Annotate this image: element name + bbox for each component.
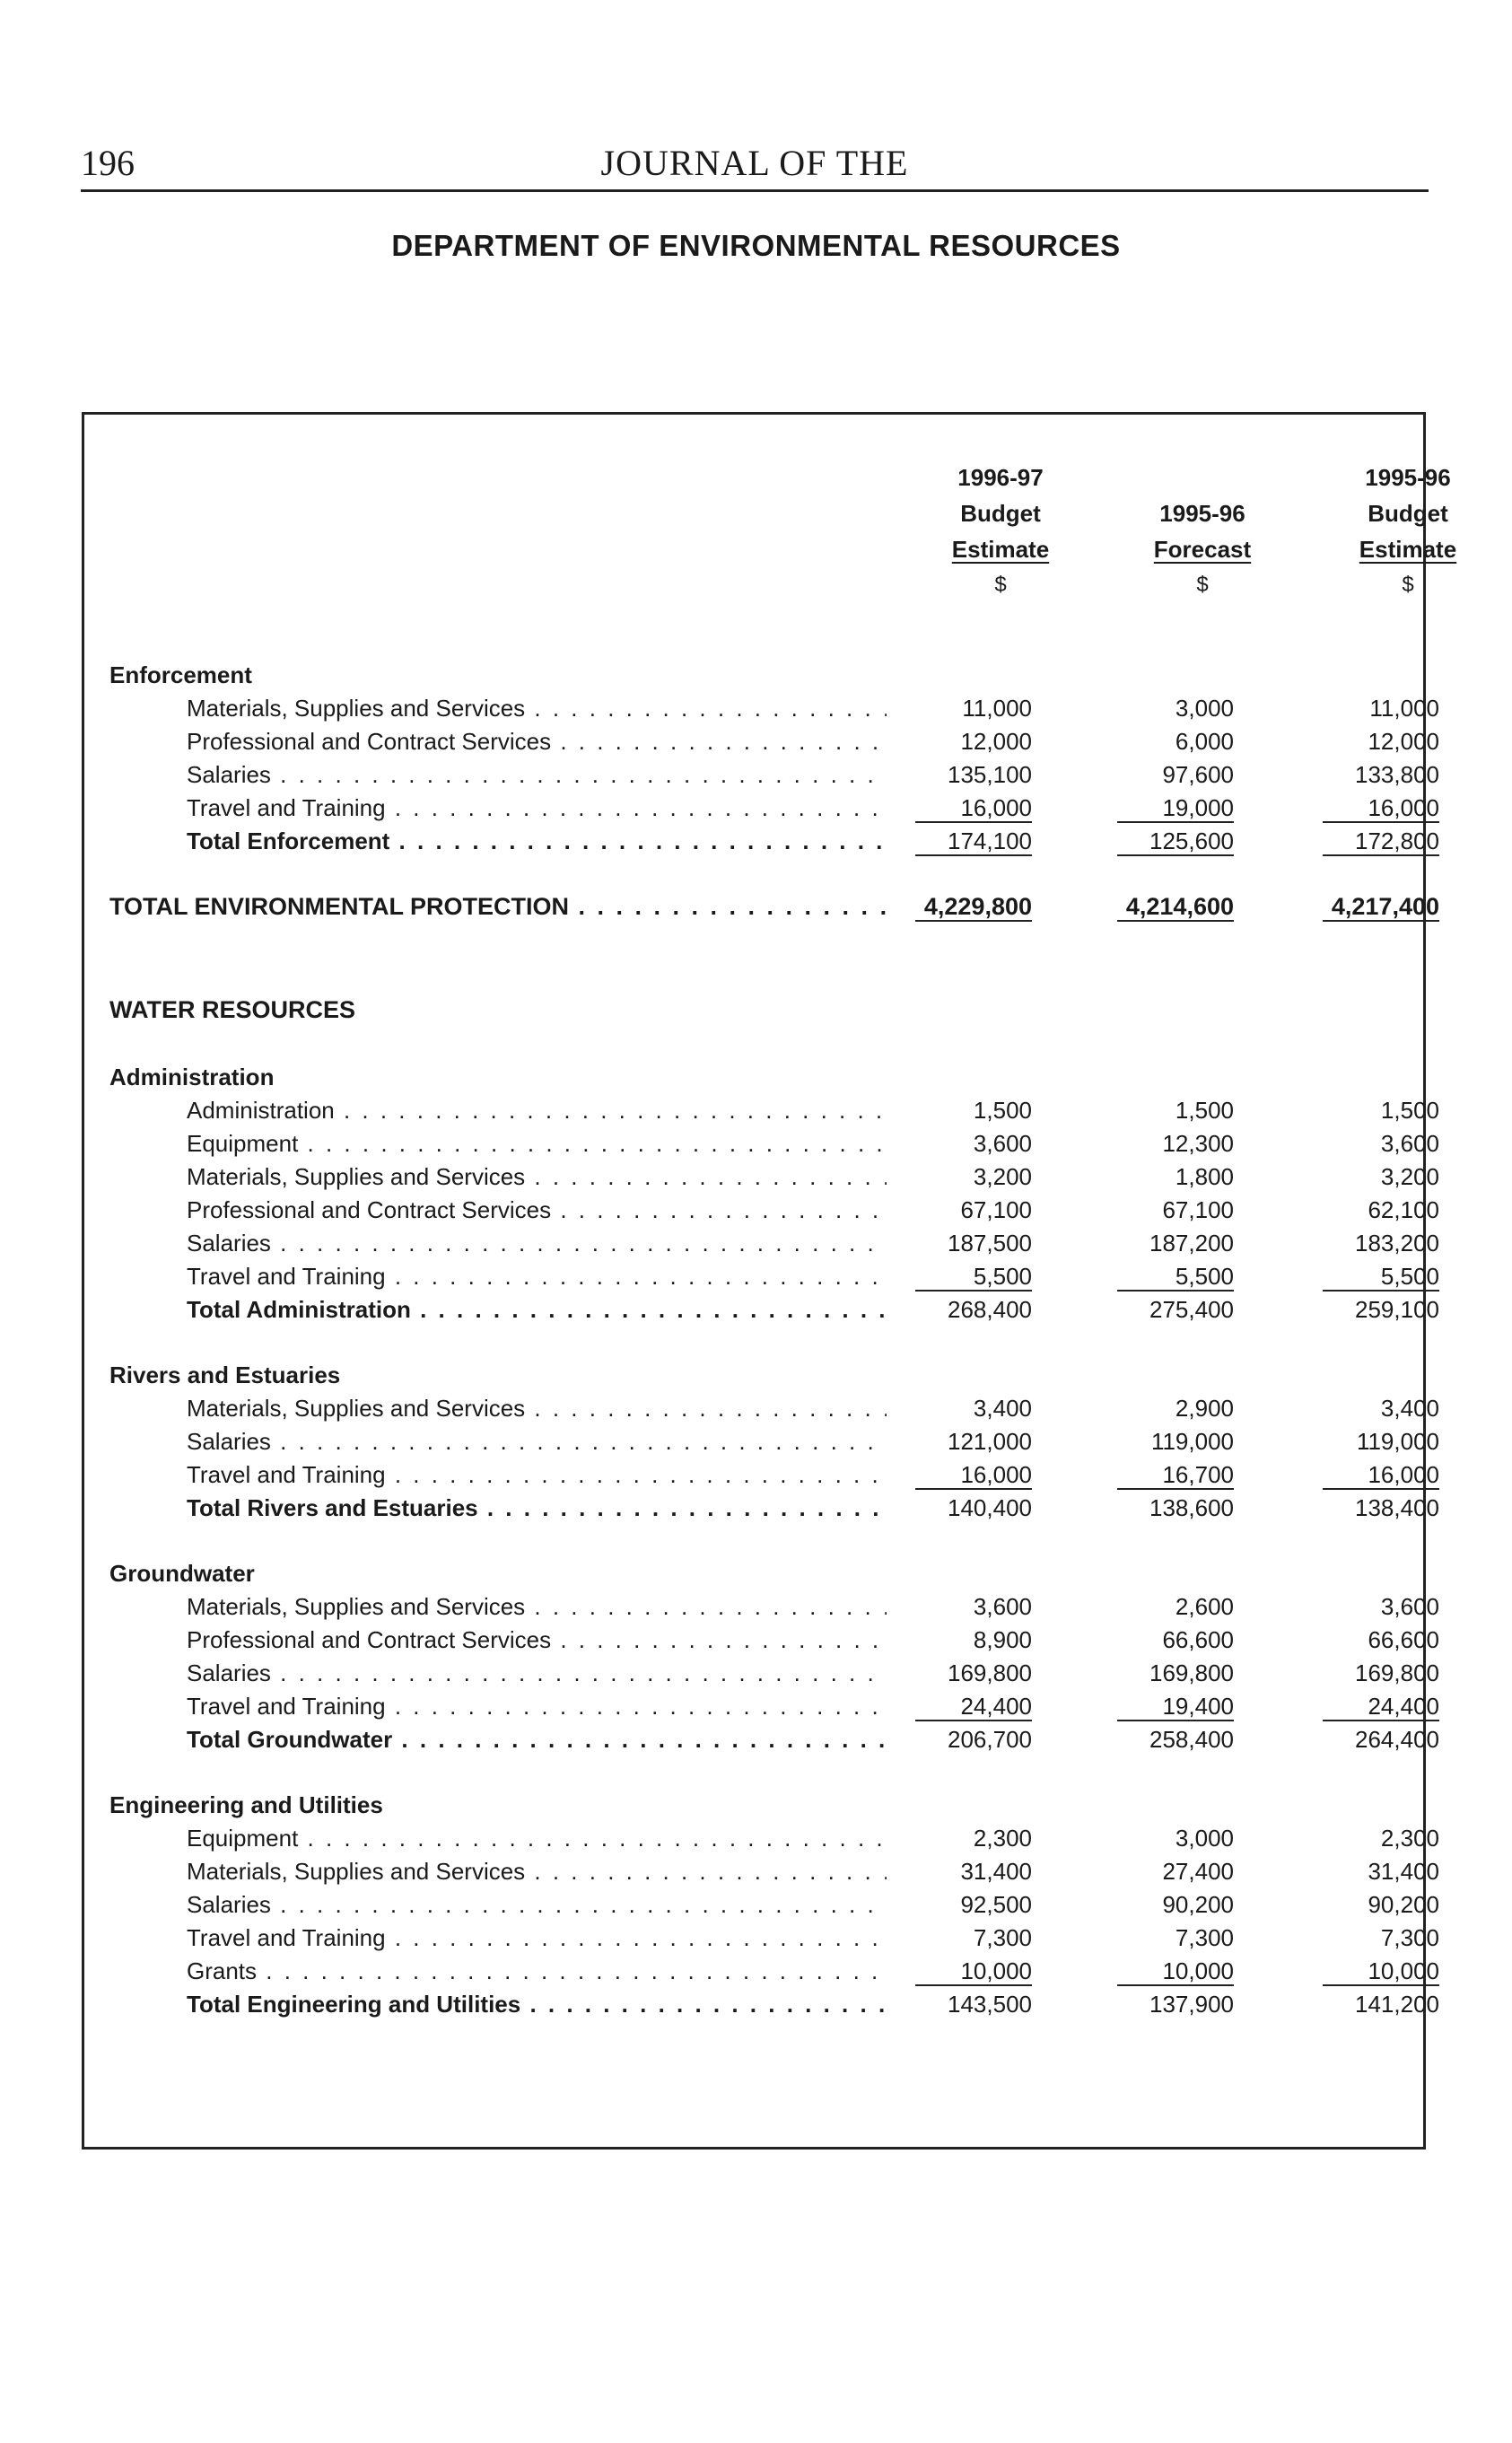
cell-value: 90,200 bbox=[1368, 1891, 1439, 1918]
total-row bbox=[84, 825, 1439, 858]
cell-value: 67,100 bbox=[1162, 1196, 1234, 1223]
cell-value: 7,300 bbox=[973, 1924, 1032, 1951]
table-row bbox=[84, 1624, 1439, 1657]
cell-value: 135,100 bbox=[948, 761, 1032, 788]
column-line1: Budget bbox=[1368, 500, 1448, 527]
cell-value: 3,200 bbox=[1380, 1163, 1439, 1190]
cell-value: 183,200 bbox=[1355, 1230, 1439, 1257]
cell-value: 1,500 bbox=[1380, 1097, 1439, 1124]
cell-value: 119,000 bbox=[1150, 1428, 1234, 1455]
table-row bbox=[84, 792, 1439, 825]
cell-value: 4,217,400 bbox=[1323, 890, 1439, 922]
cell-value: 11,000 bbox=[1369, 695, 1439, 722]
cell-value: 1,500 bbox=[973, 1097, 1032, 1124]
column-year: 1996-97 bbox=[957, 464, 1044, 491]
row-label: Materials, Supplies and Services . . . bbox=[187, 1855, 887, 1888]
column-line2: Estimate bbox=[1359, 536, 1457, 563]
budget-table bbox=[82, 412, 1457, 2150]
cell-value: 31,400 bbox=[960, 1858, 1032, 1885]
cell-value: 19,000 bbox=[1117, 792, 1234, 823]
row-label: Equipment . . . bbox=[187, 1822, 887, 1855]
cell-value: 2,900 bbox=[1175, 1395, 1234, 1422]
row-label: Salaries . . . bbox=[187, 1888, 887, 1922]
section-heading-water-resources: WATER RESOURCES bbox=[109, 996, 356, 1023]
cell-value: 3,600 bbox=[973, 1593, 1032, 1620]
cell-value: 169,800 bbox=[948, 1659, 1032, 1686]
row-label: Professional and Contract Services . . . bbox=[187, 1624, 887, 1657]
cell-value: 7,300 bbox=[1175, 1924, 1234, 1951]
cell-value: 143,500 bbox=[948, 1991, 1032, 2018]
cell-value: 259,100 bbox=[1355, 1296, 1439, 1323]
group-heading-enforcement: Enforcement bbox=[109, 661, 252, 688]
cell-value: 10,000 bbox=[915, 1955, 1032, 1986]
table-row bbox=[84, 1458, 1439, 1492]
cell-value: 140,400 bbox=[948, 1494, 1032, 1521]
row-label: Travel and Training . . . bbox=[187, 1690, 887, 1723]
cell-value: 121,000 bbox=[948, 1428, 1032, 1455]
row-label: Materials, Supplies and Services . . . bbox=[187, 692, 887, 725]
grand-total-row bbox=[84, 890, 1439, 924]
journal-title: JOURNAL OF THE bbox=[600, 143, 909, 183]
total-row bbox=[84, 1988, 1439, 2021]
row-label: Professional and Contract Services . . . bbox=[187, 1194, 887, 1227]
cell-value: 12,300 bbox=[1162, 1130, 1234, 1157]
cell-value: 16,000 bbox=[1323, 792, 1439, 823]
cell-value: 258,400 bbox=[1149, 1726, 1234, 1753]
row-label: Travel and Training . . . bbox=[187, 1922, 887, 1955]
group-heading-administration: Administration bbox=[109, 1064, 275, 1090]
row-label: Total Enforcement . . . bbox=[187, 825, 887, 858]
row-label: Materials, Supplies and Services . . . bbox=[187, 1590, 887, 1624]
cell-value: 4,214,600 bbox=[1117, 890, 1234, 922]
cell-value: 4,229,800 bbox=[915, 890, 1032, 922]
cell-value: 169,800 bbox=[1149, 1659, 1234, 1686]
cell-value: 97,600 bbox=[1162, 761, 1234, 788]
row-label: Salaries . . . bbox=[187, 1227, 887, 1260]
cell-value: 11,000 bbox=[962, 695, 1032, 722]
group-heading-groundwater: Groundwater bbox=[109, 1560, 255, 1587]
cell-value: 31,400 bbox=[1368, 1858, 1439, 1885]
column-currency: $ bbox=[994, 573, 1007, 597]
cell-value: 16,000 bbox=[1323, 1458, 1439, 1490]
column-year: 1995-96 bbox=[1365, 464, 1451, 491]
cell-value: 24,400 bbox=[915, 1690, 1032, 1721]
cell-value: 3,600 bbox=[973, 1130, 1032, 1157]
row-label: Travel and Training . . . bbox=[187, 792, 887, 825]
column-line1: Budget bbox=[960, 500, 1041, 527]
column-year bbox=[1117, 460, 1288, 495]
cell-value: 3,600 bbox=[1380, 1130, 1439, 1157]
cell-value: 27,400 bbox=[1162, 1858, 1234, 1885]
table-row bbox=[84, 1227, 1439, 1260]
table-row bbox=[84, 1260, 1439, 1293]
cell-value: 125,600 bbox=[1117, 825, 1234, 856]
table-row bbox=[84, 758, 1439, 792]
row-label: Salaries . . . bbox=[187, 758, 887, 792]
column-header-1995-96-forecast bbox=[1117, 460, 1288, 603]
row-label: Total Engineering and Utilities . . . bbox=[187, 1988, 887, 2021]
table-row bbox=[84, 1657, 1439, 1690]
row-label: TOTAL ENVIRONMENTAL PROTECTION . . . bbox=[109, 890, 887, 924]
cell-value: 5,500 bbox=[1117, 1260, 1234, 1292]
cell-value: 3,000 bbox=[1175, 695, 1234, 722]
cell-value: 3,400 bbox=[1380, 1395, 1439, 1422]
cell-value: 1,500 bbox=[1175, 1097, 1234, 1124]
cell-value: 16,000 bbox=[915, 792, 1032, 823]
table-row bbox=[84, 1822, 1439, 1855]
cell-value: 6,000 bbox=[1175, 728, 1234, 755]
column-currency: $ bbox=[1402, 573, 1414, 597]
cell-value: 264,400 bbox=[1355, 1726, 1439, 1753]
table-row bbox=[84, 1194, 1439, 1227]
cell-value: 141,200 bbox=[1355, 1991, 1439, 2018]
cell-value: 206,700 bbox=[948, 1726, 1032, 1753]
column-line2: Forecast bbox=[1153, 536, 1252, 563]
cell-value: 12,000 bbox=[960, 728, 1032, 755]
column-header-1996-97-budget-estimate bbox=[915, 460, 1086, 603]
table-row bbox=[84, 1888, 1439, 1922]
total-row bbox=[84, 1723, 1439, 1756]
cell-value: 16,700 bbox=[1117, 1458, 1234, 1490]
table-row bbox=[84, 1590, 1439, 1624]
table-row bbox=[84, 1690, 1439, 1723]
row-label: Travel and Training . . . bbox=[187, 1458, 887, 1492]
cell-value: 2,300 bbox=[1380, 1825, 1439, 1852]
column-line2: Estimate bbox=[951, 536, 1050, 563]
cell-value: 3,000 bbox=[1175, 1825, 1234, 1852]
cell-value: 5,500 bbox=[915, 1260, 1032, 1292]
cell-value: 90,200 bbox=[1162, 1891, 1234, 1918]
row-label: Total Administration . . . bbox=[187, 1293, 887, 1327]
cell-value: 138,400 bbox=[1355, 1494, 1439, 1521]
column-currency: $ bbox=[1196, 573, 1209, 597]
row-label: Travel and Training . . . bbox=[187, 1260, 887, 1293]
table-row bbox=[84, 1955, 1439, 1988]
row-label: Materials, Supplies and Services . . . bbox=[187, 1392, 887, 1425]
cell-value: 133,800 bbox=[1355, 761, 1439, 788]
row-label: Total Groundwater . . . bbox=[187, 1723, 887, 1756]
table-row bbox=[84, 1855, 1439, 1888]
table-row bbox=[84, 1094, 1439, 1127]
total-row bbox=[84, 1492, 1439, 1525]
cell-value: 8,900 bbox=[973, 1626, 1032, 1653]
cell-value: 19,400 bbox=[1117, 1690, 1234, 1721]
column-header-1995-96-budget-estimate bbox=[1323, 460, 1493, 603]
table-row bbox=[84, 1922, 1439, 1955]
cell-value: 62,100 bbox=[1368, 1196, 1439, 1223]
cell-value: 187,200 bbox=[1149, 1230, 1234, 1257]
page-header bbox=[81, 139, 1429, 192]
row-label: Salaries . . . bbox=[187, 1657, 887, 1690]
cell-value: 268,400 bbox=[948, 1296, 1032, 1323]
cell-value: 1,800 bbox=[1175, 1163, 1234, 1190]
table-row bbox=[84, 1425, 1439, 1458]
cell-value: 66,600 bbox=[1368, 1626, 1439, 1653]
table-row bbox=[84, 692, 1439, 725]
cell-value: 24,400 bbox=[1323, 1690, 1439, 1721]
cell-value: 174,100 bbox=[915, 825, 1032, 856]
cell-value: 3,400 bbox=[973, 1395, 1032, 1422]
column-line1: 1995-96 bbox=[1159, 500, 1245, 527]
table-row bbox=[84, 1160, 1439, 1194]
row-label: Materials, Supplies and Services . . . bbox=[187, 1160, 887, 1194]
cell-value: 10,000 bbox=[1117, 1955, 1234, 1986]
cell-value: 119,000 bbox=[1356, 1428, 1439, 1455]
cell-value: 10,000 bbox=[1323, 1955, 1439, 1986]
table-row bbox=[84, 725, 1439, 758]
row-label: Professional and Contract Services . . . bbox=[187, 725, 887, 758]
table-row bbox=[84, 1127, 1439, 1160]
cell-value: 172,800 bbox=[1323, 825, 1439, 856]
cell-value: 5,500 bbox=[1323, 1260, 1439, 1292]
department-title: DEPARTMENT OF ENVIRONMENTAL RESOURCES bbox=[391, 229, 1121, 262]
cell-value: 2,600 bbox=[1175, 1593, 1234, 1620]
row-label: Administration . . . bbox=[187, 1094, 887, 1127]
total-row bbox=[84, 1293, 1439, 1327]
cell-value: 138,600 bbox=[1149, 1494, 1234, 1521]
cell-value: 169,800 bbox=[1355, 1659, 1439, 1686]
cell-value: 12,000 bbox=[1368, 728, 1439, 755]
cell-value: 16,000 bbox=[915, 1458, 1032, 1490]
cell-value: 3,200 bbox=[973, 1163, 1032, 1190]
group-heading-rivers-and-estuaries: Rivers and Estuaries bbox=[109, 1362, 341, 1388]
cell-value: 66,600 bbox=[1162, 1626, 1234, 1653]
cell-value: 7,300 bbox=[1380, 1924, 1439, 1951]
row-label: Grants . . . bbox=[187, 1955, 887, 1988]
row-label: Total Rivers and Estuaries . . . bbox=[187, 1492, 887, 1525]
cell-value: 92,500 bbox=[960, 1891, 1032, 1918]
row-label: Salaries . . . bbox=[187, 1425, 887, 1458]
group-heading-engineering-and-utilities: Engineering and Utilities bbox=[109, 1791, 383, 1818]
cell-value: 3,600 bbox=[1380, 1593, 1439, 1620]
page-number: 196 bbox=[81, 143, 135, 183]
cell-value: 67,100 bbox=[960, 1196, 1032, 1223]
table-row bbox=[84, 1392, 1439, 1425]
cell-value: 2,300 bbox=[973, 1825, 1032, 1852]
row-label: Equipment . . . bbox=[187, 1127, 887, 1160]
cell-value: 275,400 bbox=[1149, 1296, 1234, 1323]
cell-value: 187,500 bbox=[948, 1230, 1032, 1257]
cell-value: 137,900 bbox=[1149, 1991, 1234, 2018]
